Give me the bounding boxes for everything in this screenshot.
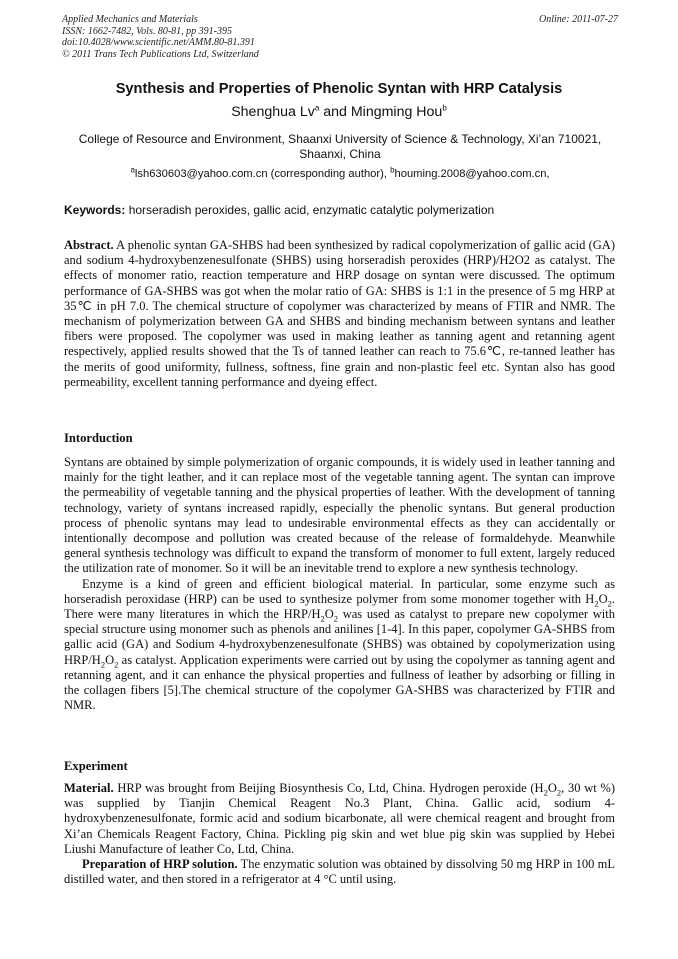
email-b: houming.2008@yahoo.com.cn, [394, 168, 550, 180]
abstract-text: A phenolic syntan GA-SHBS had been synthesized by radical copolymerization of gallic acid (GA) and sodium 4-hydroxybenzenesulfonate (SHBS) using horseradish peroxides (HRP)/H2O2 as catalyst. The effects of monomer ratio, reaction temperature and HRP dosage on syntan were discussed. The optimum performance of GA-SHBS was got when the molar ratio of GA: SHBS is 1:1 in the presence of 5 mg HRP at 35℃ in pH 7.0. The chemical structure of copolymer was characterized by means of FTIR and NMR. The mechanism of polymerization between GA and SHBS and binding mechanism between syntans and leather fibers were proposed. The copolymer was used in making leather as tanning agent and retanning agent respectively, applied results showed that the Ts of tanned leather can reach to 75.6℃, re-tanned leather has the merits of good uniformity, fullness, softness, fine grain and non-plastic feel etc. Syntan also has good permeability, excellent tanning performance and dyeing effect. [64, 238, 615, 389]
intro-p2-sub: 2 [100, 659, 106, 670]
material-label: Material. [64, 781, 114, 795]
intro-paragraph-1: Syntans are obtained by simple polymerization of organic compounds, it is widely used in leather tanning and mainly for the tight leather, and it can replace most of the vegetable tanning agent. The syntan can improve the permeability of vegetable tanning and the physical properties of leather. With the development of tanning technology, variety of syntans increased rapidly, especially the phenolic syntans. But general production process of phenolic syntans may lead to undesirable environmental effects as they can accidentally or intentionally decompose and pollution was created because of the release of formaldehyde. Meanwhile general synthesis technology was difficult to expand the transform of monomer to full extent, largely reduced the utilization rate of monomer. So it will be an inevitable trend to explore a new synthesis technology. [64, 455, 615, 576]
intro-p2-part: O [598, 591, 608, 606]
hrp-text: The enzymatic solution was obtained by dissolving 50 mg HRP in 100 mL distilled water, and then stored in a refrigerator at 4 °C until using. [64, 857, 615, 887]
intro-p2-sub: 2 [607, 598, 612, 609]
keywords [64, 203, 616, 217]
author-2: Mingming Hou [350, 104, 443, 120]
email-a: lsh630603@yahoo.com.cn (corresponding author), [134, 168, 391, 180]
author-line [40, 104, 638, 120]
journal-name: Applied Mechanics and Materials [62, 14, 198, 25]
material-part: , 30 wt %) was supplied by Tianjin Chemical Reagent No.3 Plant, China. Gallic acid, sodium 4-hydroxybenzenesulfonate, formic acid and sodium bicarbonate, all were chemical reagent and brought from Xi’an Chemicals Reagent Factory, China. Pickling pig skin and wet blue pig skin was supplied by Hebei Liushi Manufacture of leather Co, Ltd, China. [64, 781, 615, 856]
material-paragraph [64, 781, 615, 857]
paper-title: Synthesis and Properties of Phenolic Syntan with HRP Catalysis [115, 81, 563, 97]
affiliation: College of Resource and Environment, Shaanxi University of Science & Technology, Xi’an 710021, Shaanxi, China [78, 132, 602, 161]
intro-p2-part: was used as catalyst to prepare new copolymer with special structure using monomer such as phenols and anilines [1-4]. In this paper, copolymer GA-SHBS from gallic acid (GA) and Sodium 4-hydroxybenzenesulfonate (SHBS) was obtained by copolymerization using HRP/H [64, 607, 615, 667]
online-date: Online: 2011-07-27 [539, 14, 618, 25]
author-1: Shenghua Lv [231, 104, 315, 120]
keywords-text: horseradish peroxides, gallic acid, enzymatic catalytic polymerization [125, 203, 495, 217]
email-b-sup: b [390, 165, 395, 175]
material-sub: 2 [556, 787, 562, 798]
introduction-body [64, 455, 615, 713]
email-a-sup: a [130, 165, 135, 175]
experiment-heading: Experiment [64, 759, 128, 773]
intro-p2-sub: 2 [320, 613, 325, 624]
abstract [64, 238, 615, 390]
intro-p2-part: Enzyme is a kind of green and efficient biological material. In particular, some enzyme such as horseradish peroxidase (HRP) can be used to synthesize polymer from some monomer together with H [64, 576, 615, 606]
material-sub: 2 [543, 787, 548, 798]
issn-line: ISSN: 1662-7482, Vols. 80-81, pp 391-395 [62, 25, 232, 37]
author-and: and [319, 104, 351, 120]
material-part: O [547, 781, 557, 795]
intro-p2-part: O [105, 652, 115, 667]
hrp-label: Preparation of HRP solution. [82, 857, 238, 872]
intro-p2-sub: 2 [333, 613, 339, 624]
hrp-paragraph [64, 857, 615, 887]
intro-p2-part: as catalyst. Application experiments were carried out by using the copolymer as tanning agent and retanning agent, and it can enhance the physical properties and fullness of leather by adsorbing or filling in the collagen fibers [5].The chemical structure of the copolymer GA-SHBS was characterized by FTIR and NMR. [64, 652, 615, 713]
author-2-sup: b [442, 103, 447, 113]
keywords-label: Keywords: [64, 203, 126, 217]
intro-paragraph-2 [64, 577, 615, 714]
author-1-sup: a [314, 103, 320, 113]
introduction-heading: Intorduction [64, 431, 133, 445]
journal-header [62, 14, 618, 60]
email-line [62, 165, 618, 180]
intro-p2-sub: 2 [114, 659, 119, 670]
doi-line: doi:10.4028/www.scientific.net/AMM.80-81.391 [62, 37, 255, 48]
intro-p2-sub: 2 [594, 598, 599, 609]
intro-p2-part: . There were many literatures in which the HRP/H [64, 591, 615, 622]
copyright-line: © 2011 Trans Tech Publications Ltd, Switzerland [62, 48, 259, 60]
abstract-label: Abstract. [64, 238, 114, 252]
experiment-body [64, 781, 615, 887]
material-part: HRP was brought from Beijing Biosynthesis Co, Ltd, China. Hydrogen peroxide (H [113, 781, 544, 795]
intro-p2-part: O [324, 607, 334, 622]
